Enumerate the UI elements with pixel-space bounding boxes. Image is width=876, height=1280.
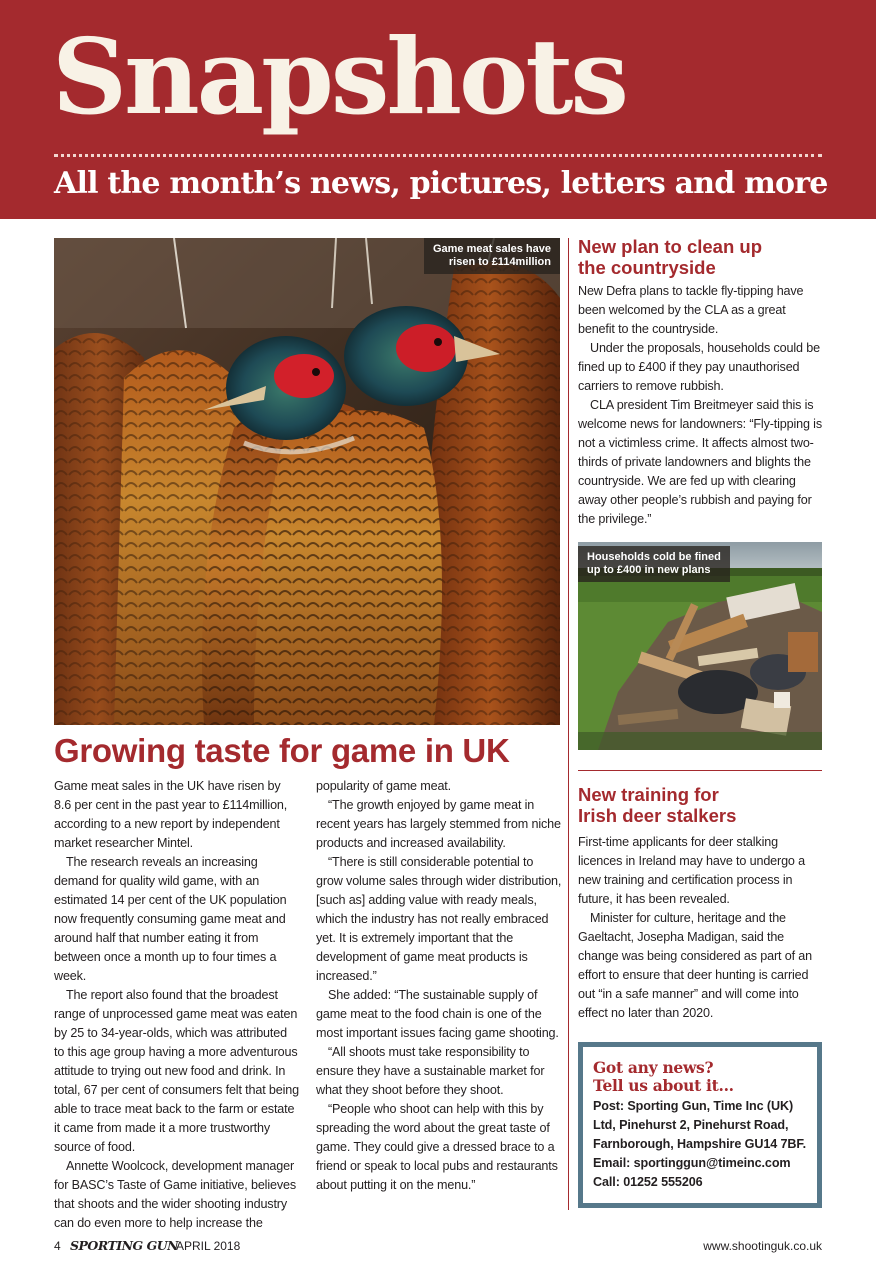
section-title: Snapshots <box>52 15 626 138</box>
paragraph: The research reveals an increasing demand for quality wild game, with an estimated 14 per cent of the UK population now frequently consuming game meat and around half that number eating it from between once a month up to four times a week. <box>54 855 287 983</box>
paragraph: “All shoots must take responsibility to ensure they have a sustainable market for what they shoot before they shoot. <box>316 1045 545 1097</box>
paragraph: “The growth enjoyed by game meat in recent years has largely stemmed from niche products and increased availability. <box>316 798 561 850</box>
dotted-divider <box>54 154 822 157</box>
headline-line: Irish deer stalkers <box>578 805 737 826</box>
story3-headline <box>578 784 824 826</box>
story-divider <box>578 770 822 771</box>
contact-line: Ltd, Pinehurst 2, Pinehurst Road, <box>593 1118 789 1132</box>
main-story-column-2 <box>316 777 562 1195</box>
title-line: Got any news? <box>593 1058 714 1077</box>
story2-body <box>578 282 824 529</box>
pheasants-photo <box>54 238 560 725</box>
contact-box-title <box>593 1059 807 1095</box>
paragraph: The report also found that the broadest range of unprocessed game meat was eaten by 25 to 34-year-olds, which was attributed to this age group having a more adventurous attitude to trying out new food and drink. In total, 67 per cent of consumers felt that being able to trace meat back to the farm or estate it came from made it a more trustworthy source of food. <box>54 988 299 1154</box>
paragraph: Annette Woolcock, development manager for BASC’s Taste of Game initiative, believes that shoots and the wider shooting industry can do even more to help increase the <box>54 1159 296 1230</box>
page-number: 4 <box>54 1239 61 1253</box>
photo-caption <box>424 238 560 274</box>
issue-date: APRIL 2018 <box>176 1239 241 1253</box>
caption-line: Households cold be fined <box>587 551 721 563</box>
paragraph: “People who shoot can help with this by spreading the word about the great taste of game. They could give a dressed brace to a friend or speak to local pubs and restaurants about putting it on the menu.” <box>316 1102 558 1192</box>
section-subtitle: All the month’s news, pictures, letters and more <box>54 166 828 201</box>
paragraph: New Defra plans to tackle fly-tipping have been welcomed by the CLA as a great benefit to the countryside. <box>578 284 804 336</box>
contact-phone[interactable]: Call: 01252 555206 <box>593 1175 703 1189</box>
contact-line: Post: Sporting Gun, Time Inc (UK) <box>593 1099 794 1113</box>
paragraph: “There is still considerable potential to grow volume sales through wider distribution, [such as] adding value with ready meals, which the industry has not really embraced yet. It is extremely important that the development of game meat products is increased.” <box>316 855 562 983</box>
pheasants-illustration <box>54 238 560 725</box>
paragraph: CLA president Tim Breitmeyer said this is welcome news for landowners: “Fly-tipping is not a victimless crime. It affects almost two-thirds of private landowners and blights the countryside. We are fed up with clearing away other people’s rubbish and paying for the privilege.” <box>578 398 822 526</box>
photo-caption <box>578 546 730 582</box>
story3-body <box>578 833 824 1023</box>
page-footer <box>54 1238 822 1254</box>
title-line: Tell us about it... <box>593 1076 734 1095</box>
contact-email[interactable]: Email: sportinggun@timeinc.com <box>593 1156 791 1170</box>
website-link[interactable]: www.shootinguk.co.uk <box>703 1239 822 1253</box>
story2-headline <box>578 236 824 278</box>
caption-line: risen to £114million <box>448 256 551 268</box>
paragraph: She added: “The sustainable supply of game meat to the food chain is one of the most important issues facing game shooting. <box>316 988 559 1040</box>
paragraph: Under the proposals, households could be fined up to £400 if they pay unauthorised carriers to remove rubbish. <box>578 341 820 393</box>
paragraph: Minister for culture, heritage and the Gaeltacht, Josepha Madigan, said the change was being considered as part of an effort to ensure that deer hunting is carried out “in a safe manner” and will come into effect no later than 2020. <box>578 911 812 1020</box>
caption-line: up to £400 in new plans <box>587 564 711 576</box>
masthead-banner <box>0 0 876 219</box>
contact-line: Farnborough, Hampshire GU14 7BF. <box>593 1137 807 1151</box>
paragraph: First-time applicants for deer stalking licences in Ireland may have to undergo a new training and certification process in future, it has been revealed. <box>578 835 805 906</box>
paragraph: Game meat sales in the UK have risen by 8.6 per cent in the past year to £114million, according to a new report by independent market researcher Mintel. <box>54 779 288 850</box>
main-story-column-1 <box>54 777 300 1233</box>
fly-tipping-photo <box>578 542 822 750</box>
main-headline: Growing taste for game in UK <box>54 732 510 769</box>
caption-line: Game meat sales have <box>432 243 551 255</box>
contact-box <box>578 1042 822 1208</box>
headline-line: New training for <box>578 784 719 805</box>
headline-line: the countryside <box>578 257 716 278</box>
contact-details <box>593 1097 807 1192</box>
magazine-name: SPORTING GUN <box>70 1238 179 1253</box>
paragraph: popularity of game meat. <box>316 779 452 793</box>
headline-line: New plan to clean up <box>578 236 762 257</box>
column-divider <box>568 238 569 1210</box>
